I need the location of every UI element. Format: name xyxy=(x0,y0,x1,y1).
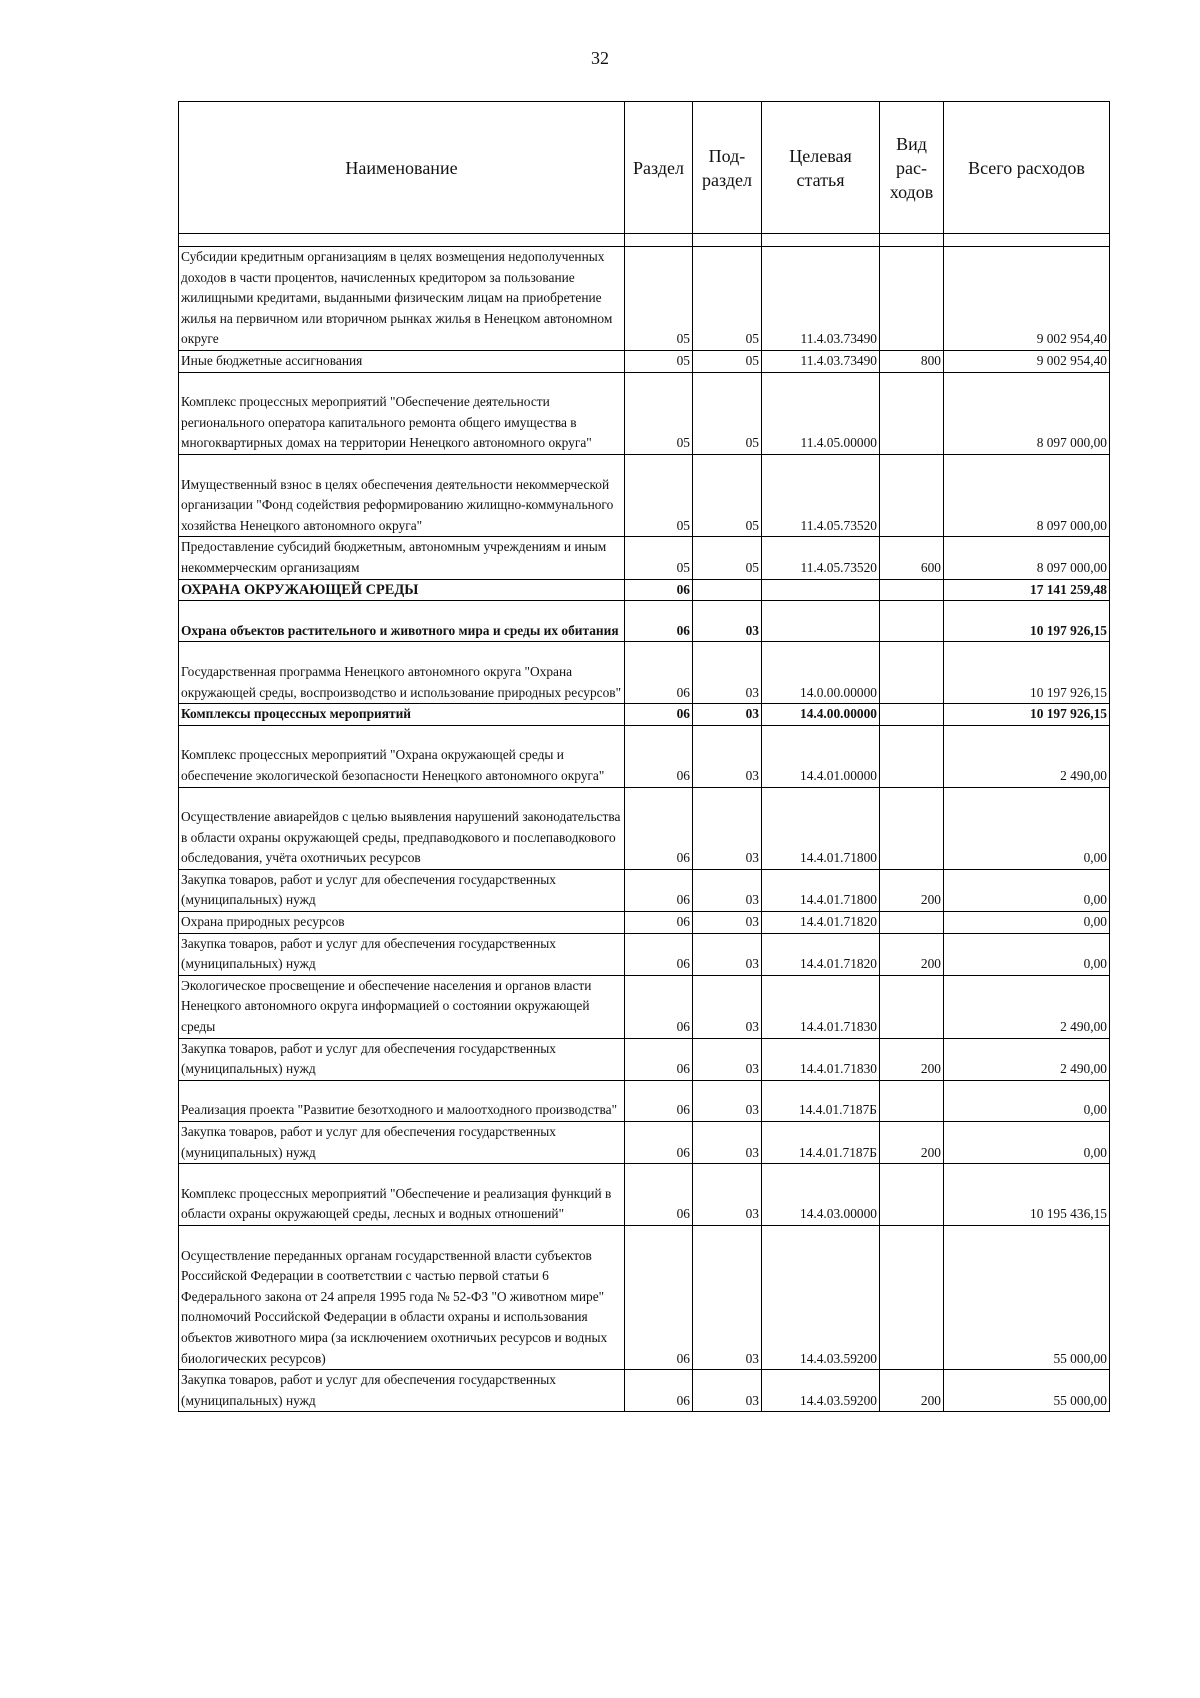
table-row xyxy=(179,725,1110,787)
row-total: 8 097 000,00 xyxy=(944,537,1110,579)
row-name: ОХРАНА ОКРУЖАЮЩЕЙ СРЕДЫ xyxy=(179,579,625,601)
row-name: Комплекс процессных мероприятий "Обеспечение деятельности регионального оператора капитального ремонта общего имущества в многоквартирных домах на территории Ненецкого автономного округа" xyxy=(179,372,625,454)
row-section: 05 xyxy=(625,247,693,351)
table-row xyxy=(179,1038,1110,1080)
row-section: 06 xyxy=(625,1370,693,1412)
table-row xyxy=(179,247,1110,351)
row-subsection: 03 xyxy=(693,642,762,704)
row-expense-type xyxy=(880,787,944,869)
row-name: Предоставление субсидий бюджетным, автономным учреждениям и иным некоммерческим организациям xyxy=(179,537,625,579)
row-name: Охрана природных ресурсов xyxy=(179,912,625,934)
row-total: 10 197 926,15 xyxy=(944,642,1110,704)
row-total: 10 197 926,15 xyxy=(944,704,1110,726)
row-expense-type xyxy=(880,454,944,536)
row-total: 55 000,00 xyxy=(944,1370,1110,1412)
table-row xyxy=(179,350,1110,372)
row-subsection: 03 xyxy=(693,725,762,787)
table-row xyxy=(179,1080,1110,1121)
row-subsection: 05 xyxy=(693,454,762,536)
row-name: Комплексы процессных мероприятий xyxy=(179,704,625,726)
header-subsection: Под- раздел xyxy=(693,102,762,234)
row-target-article: 14.4.00.00000 xyxy=(762,704,880,726)
row-expense-type: 200 xyxy=(880,1038,944,1080)
row-section: 06 xyxy=(625,787,693,869)
table-row xyxy=(179,601,1110,642)
row-subsection: 03 xyxy=(693,1370,762,1412)
row-target-article: 14.4.01.71800 xyxy=(762,869,880,911)
table-row xyxy=(179,933,1110,975)
row-expense-type: 200 xyxy=(880,933,944,975)
row-expense-type xyxy=(880,912,944,934)
row-subsection: 05 xyxy=(693,247,762,351)
row-total: 9 002 954,40 xyxy=(944,247,1110,351)
row-section: 06 xyxy=(625,601,693,642)
row-subsection: 03 xyxy=(693,912,762,934)
header-spacer-row xyxy=(179,234,1110,247)
row-target-article: 14.4.03.59200 xyxy=(762,1370,880,1412)
row-total: 10 195 436,15 xyxy=(944,1164,1110,1226)
row-target-article: 14.4.01.00000 xyxy=(762,725,880,787)
row-expense-type: 200 xyxy=(880,1122,944,1164)
table-row xyxy=(179,579,1110,601)
row-target-article: 14.4.01.7187Б xyxy=(762,1080,880,1121)
row-name: Охрана объектов растительного и животного мира и среды их обитания xyxy=(179,601,625,642)
row-total: 2 490,00 xyxy=(944,975,1110,1038)
row-subsection: 03 xyxy=(693,869,762,911)
row-section: 06 xyxy=(625,725,693,787)
row-total: 2 490,00 xyxy=(944,725,1110,787)
row-expense-type: 200 xyxy=(880,869,944,911)
row-subsection: 03 xyxy=(693,933,762,975)
row-total: 8 097 000,00 xyxy=(944,372,1110,454)
table-row xyxy=(179,704,1110,726)
row-name: Комплекс процессных мероприятий "Охрана окружающей среды и обеспечение экологической безопасности Ненецкого автономного округа" xyxy=(179,725,625,787)
row-subsection: 03 xyxy=(693,975,762,1038)
row-expense-type: 600 xyxy=(880,537,944,579)
row-expense-type xyxy=(880,975,944,1038)
row-name: Государственная программа Ненецкого автономного округа "Охрана окружающей среды, воспроизводство и использование природных ресурсов" xyxy=(179,642,625,704)
row-target-article xyxy=(762,579,880,601)
table-row xyxy=(179,1226,1110,1370)
table-row xyxy=(179,454,1110,536)
row-expense-type xyxy=(880,704,944,726)
row-expense-type xyxy=(880,642,944,704)
row-subsection xyxy=(693,579,762,601)
row-section: 06 xyxy=(625,1080,693,1121)
row-name: Иные бюджетные ассигнования xyxy=(179,350,625,372)
budget-table xyxy=(178,101,1110,1412)
row-name: Субсидии кредитным организациям в целях возмещения недополученных доходов в части процентов, начисленных кредитором за пользование жилищными кредитами, выданными физическим лицам на приобретение жилья на первичном или вторичном рынках жилья в Ненецком автономном округе xyxy=(179,247,625,351)
row-section: 06 xyxy=(625,933,693,975)
row-name: Закупка товаров, работ и услуг для обеспечения государственных (муниципальных) нужд xyxy=(179,1038,625,1080)
row-name: Осуществление авиарейдов с целью выявления нарушений законодательства в области охраны окружающей среды, предпаводкового и послепаводкового обследования, учёта охотничьих ресурсов xyxy=(179,787,625,869)
row-total: 0,00 xyxy=(944,933,1110,975)
page-number: 32 xyxy=(591,48,609,68)
row-target-article: 14.0.00.00000 xyxy=(762,642,880,704)
row-name: Закупка товаров, работ и услуг для обеспечения государственных (муниципальных) нужд xyxy=(179,1122,625,1164)
row-target-article: 14.4.01.71830 xyxy=(762,975,880,1038)
row-expense-type xyxy=(880,1080,944,1121)
row-name: Закупка товаров, работ и услуг для обеспечения государственных (муниципальных) нужд xyxy=(179,933,625,975)
table-row xyxy=(179,912,1110,934)
row-expense-type xyxy=(880,1164,944,1226)
row-section: 06 xyxy=(625,912,693,934)
row-target-article: 11.4.05.73520 xyxy=(762,537,880,579)
row-target-article: 14.4.01.71820 xyxy=(762,912,880,934)
header-expense-type: Вид рас- ходов xyxy=(880,102,944,234)
row-total: 10 197 926,15 xyxy=(944,601,1110,642)
row-total: 8 097 000,00 xyxy=(944,454,1110,536)
row-target-article: 14.4.01.71800 xyxy=(762,787,880,869)
table-row xyxy=(179,1164,1110,1226)
row-expense-type: 800 xyxy=(880,350,944,372)
row-subsection: 03 xyxy=(693,1038,762,1080)
row-total: 55 000,00 xyxy=(944,1226,1110,1370)
row-name: Экологическое просвещение и обеспечение населения и органов власти Ненецкого автономного округа информацией о состоянии окружающей среды xyxy=(179,975,625,1038)
row-section: 06 xyxy=(625,1038,693,1080)
row-target-article: 14.4.01.7187Б xyxy=(762,1122,880,1164)
row-name: Комплекс процессных мероприятий "Обеспечение и реализация функций в области охраны окружающей среды, лесных и водных отношений" xyxy=(179,1164,625,1226)
row-total: 0,00 xyxy=(944,1122,1110,1164)
header-target-article: Целевая статья xyxy=(762,102,880,234)
row-total: 17 141 259,48 xyxy=(944,579,1110,601)
row-expense-type xyxy=(880,372,944,454)
table-row xyxy=(179,642,1110,704)
row-target-article: 14.4.01.71820 xyxy=(762,933,880,975)
table-row xyxy=(179,537,1110,579)
table-header-row xyxy=(179,102,1110,234)
row-section: 05 xyxy=(625,537,693,579)
row-name: Закупка товаров, работ и услуг для обеспечения государственных (муниципальных) нужд xyxy=(179,869,625,911)
row-section: 05 xyxy=(625,372,693,454)
row-target-article: 11.4.05.00000 xyxy=(762,372,880,454)
row-expense-type xyxy=(880,579,944,601)
row-target-article: 11.4.03.73490 xyxy=(762,247,880,351)
row-target-article: 11.4.05.73520 xyxy=(762,454,880,536)
table-body xyxy=(179,234,1110,1412)
table-row xyxy=(179,372,1110,454)
row-expense-type xyxy=(880,601,944,642)
table-row xyxy=(179,975,1110,1038)
row-name: Реализация проекта "Развитие безотходного и малоотходного производства" xyxy=(179,1080,625,1121)
row-section: 06 xyxy=(625,1226,693,1370)
row-subsection: 03 xyxy=(693,787,762,869)
row-subsection: 03 xyxy=(693,1080,762,1121)
row-total: 0,00 xyxy=(944,869,1110,911)
row-section: 06 xyxy=(625,1122,693,1164)
row-section: 05 xyxy=(625,454,693,536)
table-row xyxy=(179,1370,1110,1412)
table-row xyxy=(179,869,1110,911)
row-total: 0,00 xyxy=(944,1080,1110,1121)
row-target-article xyxy=(762,601,880,642)
row-total: 2 490,00 xyxy=(944,1038,1110,1080)
row-target-article: 11.4.03.73490 xyxy=(762,350,880,372)
row-subsection: 03 xyxy=(693,601,762,642)
row-section: 06 xyxy=(625,704,693,726)
row-total: 0,00 xyxy=(944,787,1110,869)
row-subsection: 03 xyxy=(693,1164,762,1226)
row-subsection: 03 xyxy=(693,1226,762,1370)
table-row xyxy=(179,1122,1110,1164)
row-subsection: 05 xyxy=(693,350,762,372)
row-section: 06 xyxy=(625,579,693,601)
row-expense-type xyxy=(880,247,944,351)
row-name: Осуществление переданных органам государственной власти субъектов Российской Федерации в соответствии с частью первой статьи 6 Федерального закона от 24 апреля 1995 года № 52-ФЗ "О животном мире" полномочий Российской Федерации в области охраны и использования объектов животного мира (за исключением охотничьих ресурсов и водных биологических ресурсов) xyxy=(179,1226,625,1370)
row-expense-type: 200 xyxy=(880,1370,944,1412)
row-target-article: 14.4.03.00000 xyxy=(762,1164,880,1226)
row-section: 06 xyxy=(625,869,693,911)
row-total: 0,00 xyxy=(944,912,1110,934)
header-total: Всего расходов xyxy=(944,102,1110,234)
table-row xyxy=(179,787,1110,869)
row-name: Закупка товаров, работ и услуг для обеспечения государственных (муниципальных) нужд xyxy=(179,1370,625,1412)
row-total: 9 002 954,40 xyxy=(944,350,1110,372)
header-name: Наименование xyxy=(179,102,625,234)
row-target-article: 14.4.03.59200 xyxy=(762,1226,880,1370)
row-section: 06 xyxy=(625,642,693,704)
row-section: 06 xyxy=(625,1164,693,1226)
row-section: 05 xyxy=(625,350,693,372)
row-subsection: 05 xyxy=(693,537,762,579)
row-section: 06 xyxy=(625,975,693,1038)
row-subsection: 03 xyxy=(693,704,762,726)
row-expense-type xyxy=(880,725,944,787)
row-subsection: 03 xyxy=(693,1122,762,1164)
row-name: Имущественный взнос в целях обеспечения деятельности некоммерческой организации "Фонд содействия реформированию жилищно-коммунального хозяйства Ненецкого автономного округа" xyxy=(179,454,625,536)
row-expense-type xyxy=(880,1226,944,1370)
row-subsection: 05 xyxy=(693,372,762,454)
row-target-article: 14.4.01.71830 xyxy=(762,1038,880,1080)
header-section: Раздел xyxy=(625,102,693,234)
